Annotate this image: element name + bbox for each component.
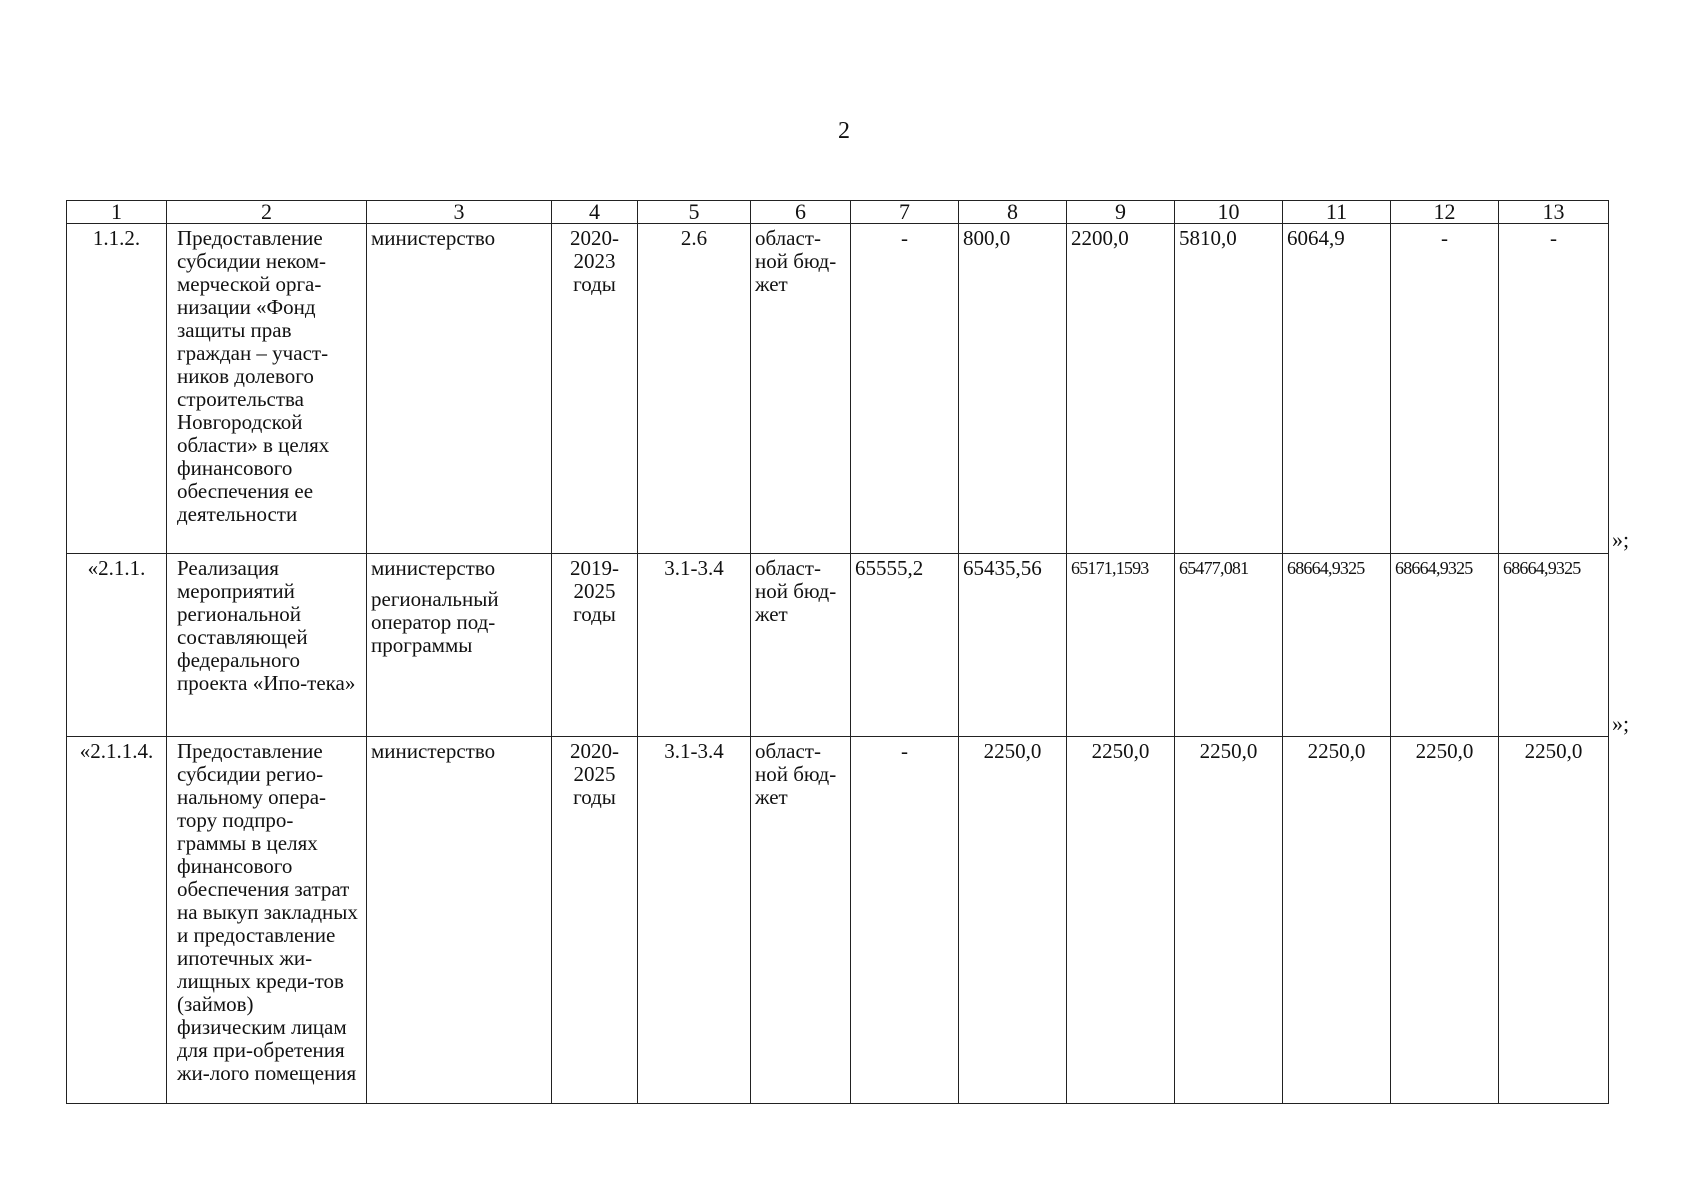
- column-header: 1: [67, 201, 167, 224]
- column-header: 7: [851, 201, 959, 224]
- header-row: [67, 201, 1609, 224]
- row-target: 3.1-3.4: [638, 554, 751, 737]
- executor: министерство: [371, 739, 496, 763]
- row-executors: [367, 224, 552, 554]
- table-row: [67, 554, 1609, 737]
- row-name: Предоставление субсидии неком-мерческой орга-низации «Фонд защиты прав граждан – участ-ников долевого строительства Новгородской области» в целях финансового обеспечения ее деятельности: [167, 224, 367, 554]
- program-table: [66, 200, 1609, 1104]
- row-value: 800,0: [959, 224, 1067, 554]
- column-header: 2: [167, 201, 367, 224]
- row-value: 2250,0: [1391, 737, 1499, 1104]
- row-source: област-ной бюд-жет: [751, 554, 851, 737]
- row-period: 2020-2025 годы: [552, 737, 638, 1104]
- row-value: 2250,0: [1067, 737, 1175, 1104]
- row-executors: [367, 554, 552, 737]
- closing-quote-mark: »;: [1612, 527, 1630, 552]
- column-header: 13: [1499, 201, 1609, 224]
- executor: министерство: [371, 556, 496, 580]
- row-value: 65435,56: [959, 554, 1067, 737]
- page-number: 2: [838, 118, 850, 144]
- row-executors: [367, 737, 552, 1104]
- column-header: 4: [552, 201, 638, 224]
- row-value: 2250,0: [1283, 737, 1391, 1104]
- row-value: 2250,0: [1175, 737, 1283, 1104]
- table-row: [67, 737, 1609, 1104]
- row-target: 3.1-3.4: [638, 737, 751, 1104]
- row-value: -: [851, 224, 959, 554]
- row-value: 5810,0: [1175, 224, 1283, 554]
- row-target: 2.6: [638, 224, 751, 554]
- row-number: 1.1.2.: [67, 224, 167, 554]
- row-number: «2.1.1.4.: [67, 737, 167, 1104]
- row-value: 2200,0: [1067, 224, 1175, 554]
- executor: министерство: [371, 226, 496, 250]
- row-value: -: [1499, 224, 1609, 554]
- row-value: 68664,9325: [1391, 554, 1499, 737]
- row-name: Предоставление субсидии регио-нальному опера-тору подпро-граммы в целях финансового обеспечения затрат на выкуп закладных и предоставление ипотечных жи-лищных креди-тов (займов) физическим лицам для при-обретения жи-лого помещения: [167, 737, 367, 1104]
- row-number: «2.1.1.: [67, 554, 167, 737]
- row-value: 2250,0: [959, 737, 1067, 1104]
- column-header: 5: [638, 201, 751, 224]
- row-value: 68664,9325: [1283, 554, 1391, 737]
- row-value: -: [1391, 224, 1499, 554]
- row-value: 6064,9: [1283, 224, 1391, 554]
- row-source: област-ной бюд-жет: [751, 224, 851, 554]
- column-header: 8: [959, 201, 1067, 224]
- column-header: 3: [367, 201, 552, 224]
- row-value: 65171,1593: [1067, 554, 1175, 737]
- table-row: [67, 224, 1609, 554]
- executor: региональный оператор под-программы: [371, 587, 499, 657]
- row-value: -: [851, 737, 959, 1104]
- row-name: Реализация мероприятий региональной составляющей федерального проекта «Ипо-тека»: [167, 554, 367, 737]
- row-period: 2020-2023 годы: [552, 224, 638, 554]
- column-header: 6: [751, 201, 851, 224]
- column-header: 11: [1283, 201, 1391, 224]
- row-value: 68664,9325: [1499, 554, 1609, 737]
- closing-quote-mark: »;: [1612, 711, 1630, 736]
- row-value: 65555,2: [851, 554, 959, 737]
- row-value: 65477,081: [1175, 554, 1283, 737]
- row-value: 2250,0: [1499, 737, 1609, 1104]
- row-period: 2019-2025 годы: [552, 554, 638, 737]
- row-source: област-ной бюд-жет: [751, 737, 851, 1104]
- column-header: 9: [1067, 201, 1175, 224]
- column-header: 12: [1391, 201, 1499, 224]
- column-header: 10: [1175, 201, 1283, 224]
